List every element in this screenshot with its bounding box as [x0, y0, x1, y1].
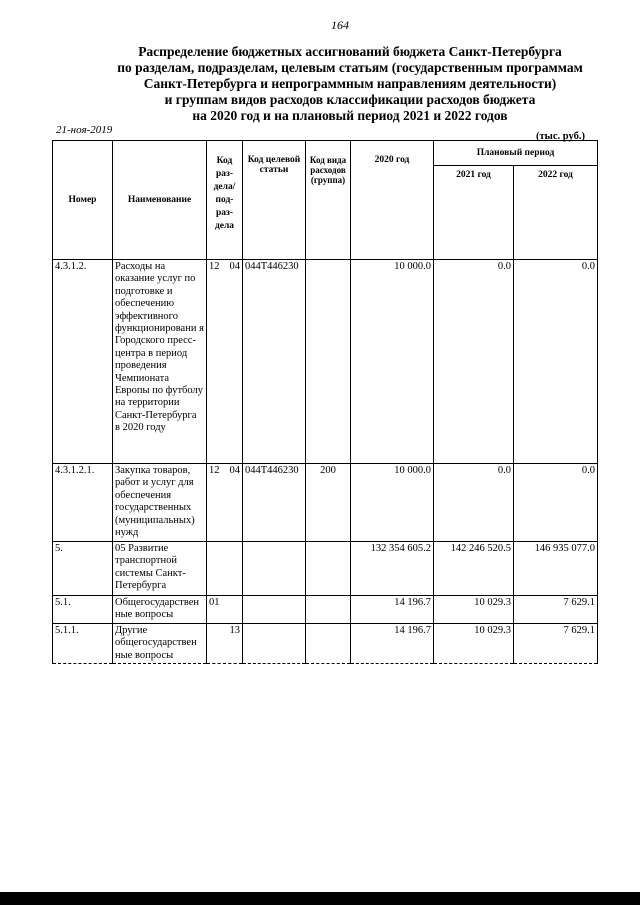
row-name: Общегосударствен ные вопросы [113, 596, 207, 624]
row-2021: 0.0 [434, 464, 514, 542]
title-line: по разделам, подразделам, целевым статьям (государственным программам [117, 60, 583, 75]
title-line: Распределение бюджетных ассигнований бюджета Санкт-Петербурга [138, 44, 562, 59]
row-2021: 10 029.3 [434, 596, 514, 624]
header-2020: 2020 год [351, 141, 434, 260]
row-section-code: 13 [207, 624, 243, 664]
scan-bottom-edge [0, 892, 640, 905]
row-2022: 146 935 077.0 [514, 542, 598, 596]
row-target-code [243, 596, 306, 624]
row-section-code: 12 04 [207, 464, 243, 542]
header-name: Наименование [113, 141, 207, 260]
row-section-code [207, 542, 243, 596]
table-row [53, 464, 598, 542]
row-2022: 0.0 [514, 464, 598, 542]
row-2022: 0.0 [514, 260, 598, 464]
page-number: 164 [331, 18, 349, 32]
row-number: 5.1. [53, 596, 113, 624]
row-2020: 14 196.7 [351, 624, 434, 664]
row-target-code [243, 542, 306, 596]
table-row [53, 542, 598, 596]
row-target-code: 044T446230 [243, 260, 306, 464]
row-expense-type [306, 542, 351, 596]
row-2020: 10 000.0 [351, 464, 434, 542]
row-2021: 0.0 [434, 260, 514, 464]
table-row [53, 596, 598, 624]
title-line: и группам видов расходов классификации расходов бюджета [164, 92, 536, 107]
row-name: Расходы на оказание услуг по подготовке и обеспечению эффективного функционировани я Городского пресс-центра в период проведения Чемпионата Европы по футболу на территории Санкт-Петербурга в 2020 году [113, 260, 207, 464]
row-target-code: 044T446230 [243, 464, 306, 542]
header-2022: 2022 год [514, 165, 598, 259]
row-name: 05 Развитие транспортной системы Санкт-Петербурга [113, 542, 207, 596]
row-2021: 10 029.3 [434, 624, 514, 664]
row-2022: 7 629.1 [514, 596, 598, 624]
table-row [53, 624, 598, 664]
title-line: на 2020 год и на плановый период 2021 и 2022 годов [192, 108, 508, 123]
header-planned-period: Плановый период [434, 141, 598, 166]
header-number: Номер [53, 141, 113, 260]
row-2022: 7 629.1 [514, 624, 598, 664]
units-label: (тыс. руб.) [536, 131, 585, 142]
row-number: 5.1.1. [53, 624, 113, 664]
header-section-code: Код раз- дела/ под- раз- дела [207, 141, 243, 260]
row-target-code [243, 624, 306, 664]
row-2021: 142 246 520.5 [434, 542, 514, 596]
header-2021: 2021 год [434, 165, 514, 259]
header-expense-type: Код вида расходов (группа) [306, 141, 351, 260]
row-2020: 132 354 605.2 [351, 542, 434, 596]
row-section-code: 12 04 [207, 260, 243, 464]
title-line: Санкт-Петербурга и непрограммным направлениям деятельности) [143, 76, 557, 91]
row-expense-type [306, 260, 351, 464]
table-row [53, 260, 598, 464]
document-date: 21-ноя-2019 [56, 124, 113, 136]
row-name: Другие общегосударствен ные вопросы [113, 624, 207, 664]
row-name: Закупка товаров, работ и услуг для обеспечения государственных (муниципальных) нужд [113, 464, 207, 542]
row-number: 4.3.1.2.1. [53, 464, 113, 542]
budget-table [52, 140, 598, 664]
row-expense-type [306, 624, 351, 664]
row-number: 5. [53, 542, 113, 596]
row-2020: 10 000.0 [351, 260, 434, 464]
row-expense-type [306, 596, 351, 624]
row-section-code: 01 [207, 596, 243, 624]
document-title [60, 44, 640, 124]
row-2020: 14 196.7 [351, 596, 434, 624]
header-target-code: Код целевой статьи [243, 141, 306, 260]
row-number: 4.3.1.2. [53, 260, 113, 464]
row-expense-type: 200 [306, 464, 351, 542]
